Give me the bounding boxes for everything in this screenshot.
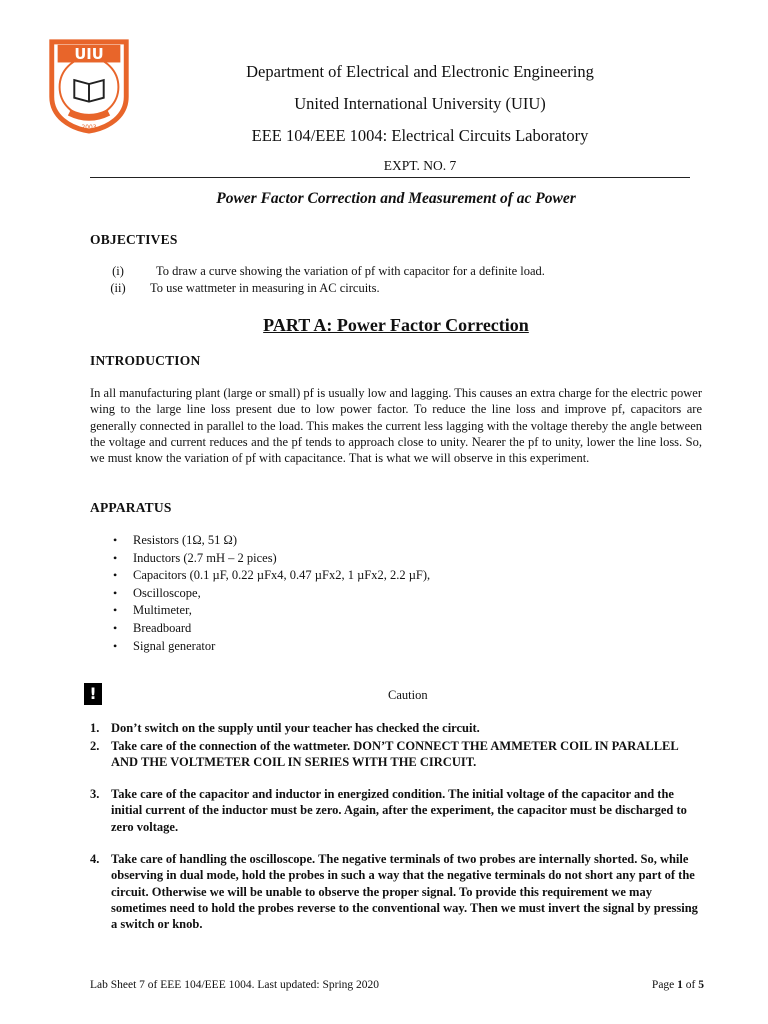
apparatus-item: • Signal generator xyxy=(113,638,430,656)
page-current: 1 xyxy=(677,979,683,991)
caution-number: 2. xyxy=(90,739,100,753)
page-total: 5 xyxy=(698,979,704,991)
caution-text: Take care of the capacitor and inductor in energized condition. The initial voltage of the capacitor and the initial current of the inductor must be zero. Again, after the experiment, the capacitor must be discharged to zero voltage. xyxy=(111,787,687,834)
experiment-number: EXPT. NO. 7 xyxy=(383,158,457,173)
caution-number: 3. xyxy=(90,787,100,801)
apparatus-item: • Oscilloscope, xyxy=(113,585,430,603)
apparatus-item: • Resistors (1Ω, 51 Ω) xyxy=(113,532,430,550)
part-a-heading: PART A: Power Factor Correction xyxy=(263,315,529,335)
caution-text: Don’t switch on the supply until your teacher has checked the circuit. xyxy=(111,721,480,735)
warning-icon: ! xyxy=(84,683,102,705)
page-word: Page xyxy=(651,979,675,991)
caution-item xyxy=(90,851,702,932)
logo-year: 2003 xyxy=(81,125,97,132)
objective-number: (ii) xyxy=(110,281,126,295)
footer-note: Lab Sheet 7 of EEE 104/EEE 1004. Last updated: Spring 2020 xyxy=(90,979,380,991)
department-name: Department of Electrical and Electronic Engineering xyxy=(246,62,594,81)
header-divider xyxy=(90,177,690,178)
introduction-text: In all manufacturing plant (large or small) pf is usually low and lagging. This causes an extra charge for the electric power wing to the large line loss present due to low power factor. To reduce the line loss and improve pf, capacitors are generally connected in parallel to the load. This makes the current less lagging with the voltage thereby the angle between the voltage and current reduces and the pf tends to approach close to unity. Nearer the pf to unity, lower the line loss. So, we must know the variation of pf with capacitance. That is what we will observe in this experiment. xyxy=(90,386,702,466)
introduction-heading: INTRODUCTION xyxy=(90,353,201,368)
uiu-logo xyxy=(40,36,138,134)
objective-text: To draw a curve showing the variation of pf with capacitor for a definite load. xyxy=(156,264,545,278)
apparatus-item: • Multimeter, xyxy=(113,602,430,620)
caution-item xyxy=(90,786,702,835)
caution-text: Take care of handling the oscilloscope. The negative terminals of two probes are internally shorted. So, while observing in dual mode, hold the probes in such a way that the negative terminals do not short any part of the circuit. Otherwise we will be unable to observe the proper signal. To provide this requirement we may sometimes need to hold the probes reverse to the conventional way. Then we must invert the signal by pressing a switch or knob. xyxy=(111,852,698,932)
caution-number: 4. xyxy=(90,852,100,866)
experiment-title: Power Factor Correction and Measurement of ac Power xyxy=(216,190,576,207)
page-of-word: of xyxy=(685,979,696,991)
apparatus-item: • Inductors (2.7 mH – 2 pices) xyxy=(113,550,430,568)
caution-item xyxy=(90,738,702,771)
logo-initials: UIU xyxy=(74,46,104,64)
caution-text: Take care of the connection of the wattmeter. DON’T CONNECT THE AMMETER COIL IN PARALLEL AND THE VOLTMETER COIL IN SERIES WITH THE CIRCUIT. xyxy=(111,739,679,770)
objective-text: To use wattmeter in measuring in AC circuits. xyxy=(150,281,380,295)
caution-item xyxy=(90,720,702,736)
objective-number: (i) xyxy=(112,264,124,278)
apparatus-item: • Capacitors (0.1 µF, 0.22 µFx4, 0.47 µFx2, 1 µFx2, 2.2 µF), xyxy=(113,567,430,585)
apparatus-list xyxy=(113,532,430,655)
apparatus-item: • Breadboard xyxy=(113,620,430,638)
apparatus-heading: APPARATUS xyxy=(90,500,172,515)
university-name: United International University (UIU) xyxy=(294,94,546,113)
course-title: EEE 104/EEE 1004: Electrical Circuits Laboratory xyxy=(251,126,589,145)
caution-number: 1. xyxy=(90,721,100,735)
caution-label: Caution xyxy=(388,688,428,702)
objectives-heading: OBJECTIVES xyxy=(90,232,178,247)
page-number xyxy=(652,979,704,991)
